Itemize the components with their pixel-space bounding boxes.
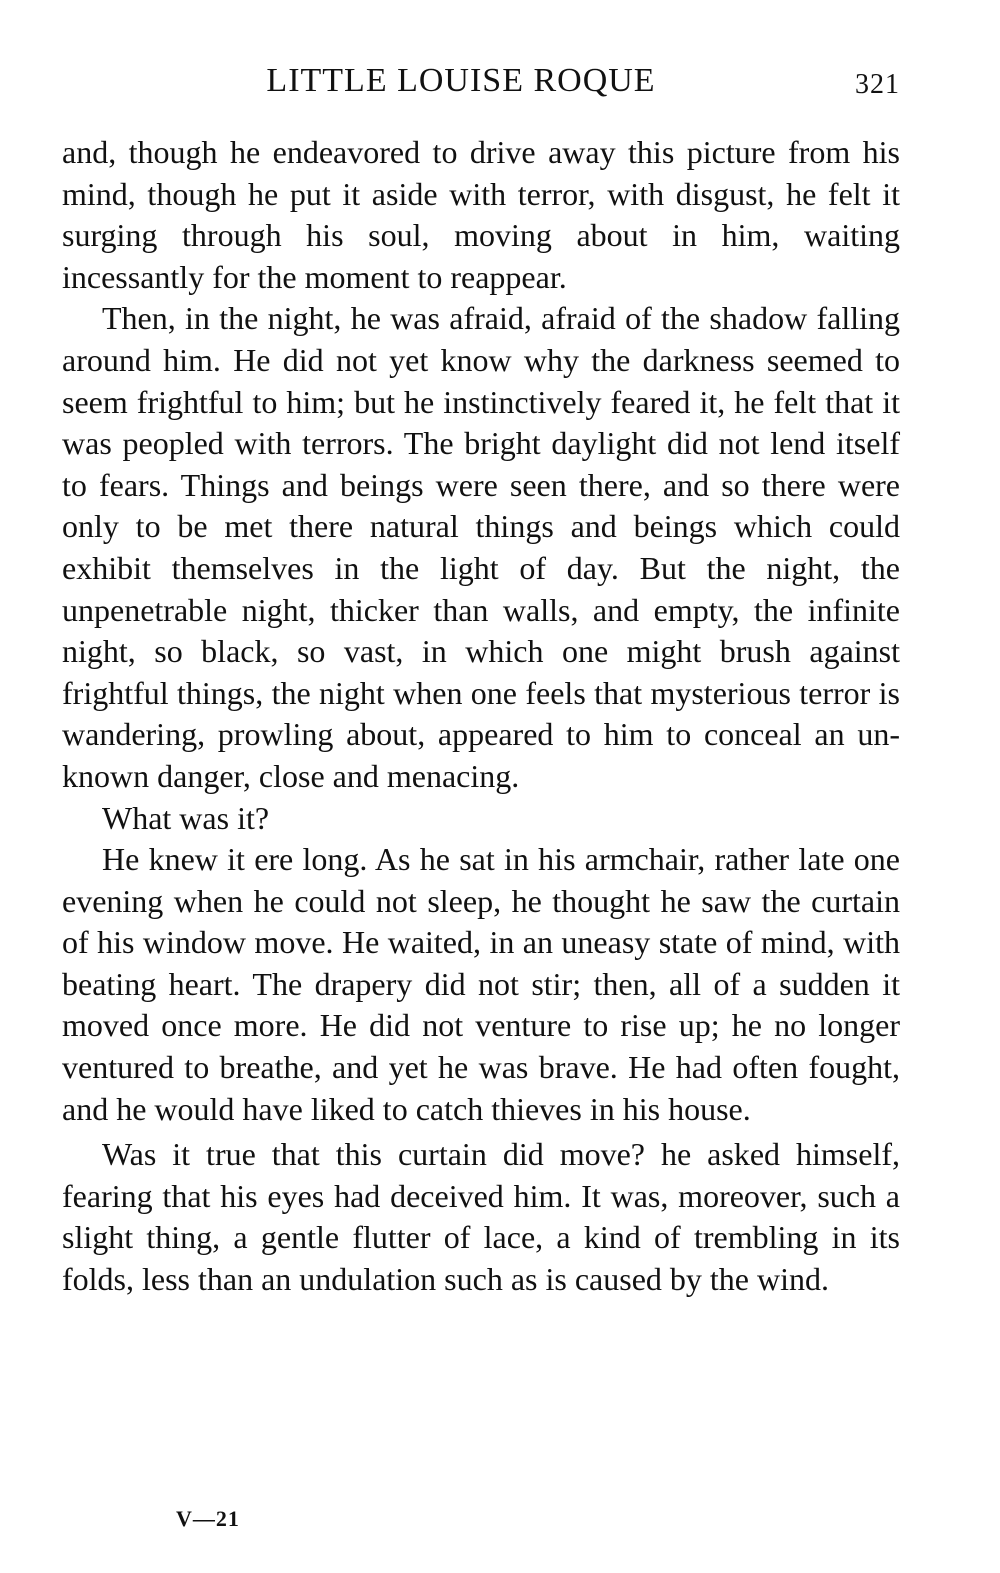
- running-title: LITTLE LOUISE ROQUE: [266, 62, 656, 99]
- paragraph: Then, in the night, he was afraid, afraid of the shadow falling around him. He did not yet know why the darkness seemed to seem frightful to him; but he instinctively feared it, he felt that it was peopled with terrors. The bright daylight did not lend itself to fears. Things and beings were seen there, and so there were only to be met there natural things and beings which could exhibit themselves in the light of day. But the night, the unpenetrable night, thicker than walls, and empty, the infinite night, so black, so vast, in which one might brush against frightful things, the night when one feels that mysterious terror is wandering, prowling about, appeared to him to conceal an unknown danger, close and menacing.: [62, 300, 900, 794]
- paragraph: Was it true that this curtain did move? he asked himself, fearing that his eyes had deceived him. It was, moreover, such a slight thing, a gentle flutter of lace, a kind of trembling in its folds, less than an undulation such as is caused by the wind.: [62, 1136, 900, 1298]
- paragraph: What was it?: [102, 799, 270, 836]
- page-number: 321: [855, 69, 900, 100]
- signature-mark: V—21: [176, 1506, 240, 1531]
- body-text: [62, 132, 900, 1301]
- paragraph-continued: and, though he endeavored to drive away this picture from his mind, though he put it aside with terror, with disgust, he felt it surging through his soul, moving about in him, waiting incessantly for the moment to reappear.: [62, 134, 900, 295]
- running-header: [62, 56, 900, 106]
- paragraph: He knew it ere long. As he sat in his armchair, rather late one evening when he could not sleep, he thought he saw the curtain of his window move. He waited, in an uneasy state of mind, with beating heart. The drapery did not stir; then, all of a sudden it moved once more. He did not venture to rise up; he no longer ventured to breathe, and yet he was brave. He had often fought, and he would have liked to catch thieves in his house.: [62, 841, 900, 1127]
